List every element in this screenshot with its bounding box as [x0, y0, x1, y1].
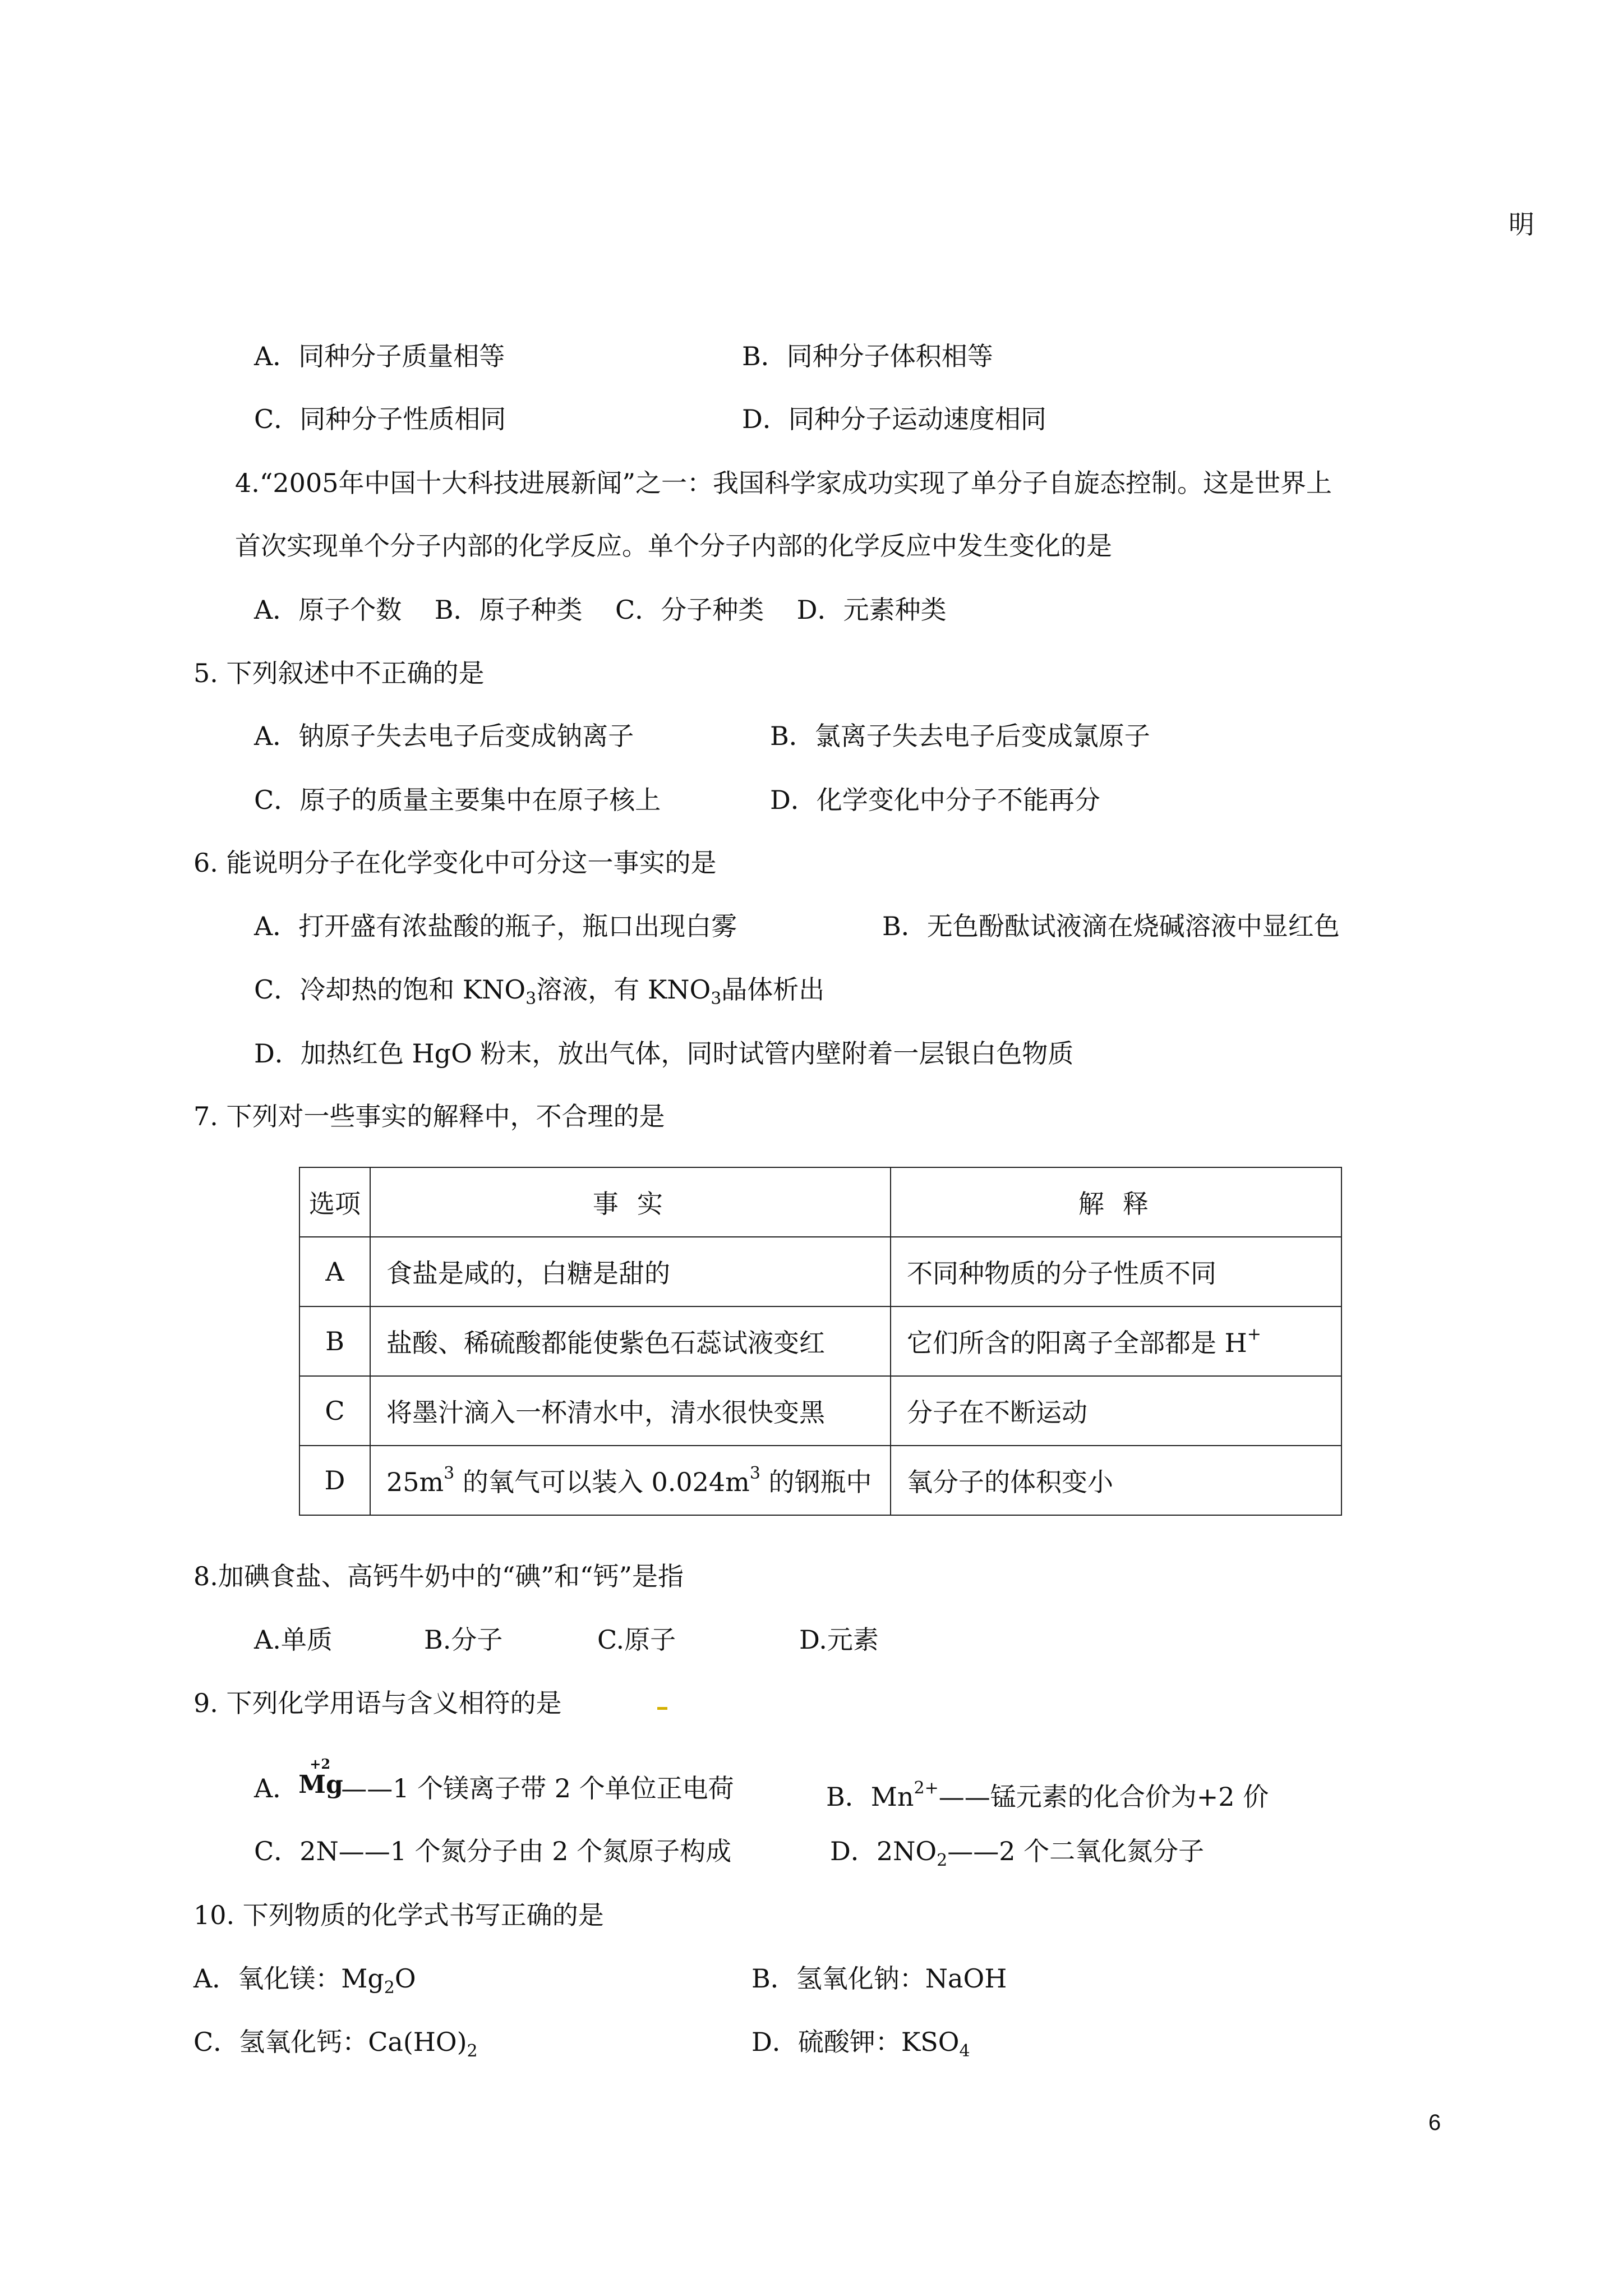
row-option: D	[299, 1446, 370, 1515]
q10-option-a-text: A．氧化镁：Mg	[193, 1963, 384, 1994]
q6-option-c-part2: 溶液，有 KNO	[536, 974, 711, 1005]
valence-superscript: +2	[310, 1756, 331, 1772]
table-header-option: 选项	[299, 1167, 370, 1237]
subscript: 3	[525, 989, 537, 1009]
row-fact: 将墨汁滴入一杯清水中，清水很快变黑	[370, 1376, 891, 1446]
q6-option-d: D．加热红色 HgO 粉末，放出气体，同时试管内壁附着一层银白色物质	[254, 1038, 1074, 1069]
superscript: +	[1247, 1324, 1261, 1344]
q3-option-d: D．同种分子运动速度相同	[742, 404, 1046, 434]
q6-option-c-part1: C．冷却热的饱和 KNO	[254, 974, 526, 1005]
table-row	[299, 1306, 1341, 1376]
q6-option-c	[254, 973, 824, 1016]
q5-option-c: C．原子的质量主要集中在原子核上	[254, 785, 661, 815]
q6-stem: 6. 能说明分子在化学变化中可分这一事实的是	[193, 848, 717, 878]
table-row	[299, 1376, 1341, 1446]
q6-option-c-part3: 晶体析出	[721, 974, 825, 1005]
row-explanation: 不同种物质的分子性质不同	[891, 1237, 1341, 1306]
q9-option-d	[830, 1834, 1204, 1878]
superscript: 2+	[914, 1778, 939, 1798]
row-fact: 食盐是咸的，白糖是甜的	[370, 1237, 891, 1306]
page-fragment-text: 明	[1509, 209, 1534, 240]
row-explanation	[891, 1306, 1341, 1376]
subscript: 4	[959, 2041, 970, 2061]
q10-option-b: B．氢氧化钠：NaOH	[751, 1963, 1007, 1994]
q9-option-a-label: A．	[254, 1773, 299, 1803]
superscript: 3	[749, 1464, 760, 1483]
row-explanation-text: 它们所含的阳离子全部都是 H	[907, 1328, 1247, 1358]
q4-stem-line1: 4.“2005年中国十大科技进展新闻”之一：我国科学家成功实现了单分子自旋态控制。这是世界上	[235, 468, 1332, 498]
table-header-explanation: 解 释	[891, 1167, 1341, 1237]
subscript: 3	[711, 989, 722, 1009]
row-option: C	[299, 1376, 370, 1446]
q4-stem-line2: 首次实现单个分子内部的化学反应。单个分子内部的化学反应中发生变化的是	[235, 531, 1112, 561]
q4-options: A．原子个数 B．原子种类 C．分子种类 D．元素种类	[254, 595, 947, 625]
table-row	[299, 1446, 1341, 1515]
q9-stem: 9. 下列化学用语与含义相符的是	[193, 1688, 562, 1718]
valence-symbol	[298, 1756, 343, 1805]
q5-option-d: D．化学变化中分子不能再分	[770, 785, 1100, 815]
superscript: 3	[444, 1464, 455, 1483]
q9-option-b-text: ——锰元素的化合价为+2 价	[938, 1782, 1269, 1812]
q8-option-b: B.分子	[424, 1625, 503, 1655]
row-explanation: 氧分子的体积变小	[891, 1446, 1341, 1515]
q8-option-d: D.元素	[799, 1625, 879, 1655]
valence-element: Mg	[298, 1770, 343, 1799]
row-fact-part1: 25m	[386, 1467, 444, 1497]
highlight-mark	[657, 1707, 667, 1710]
row-fact-part2: 的氧气可以装入 0.024m	[454, 1467, 750, 1497]
q10-option-d-text: D．硫酸钾：KSO	[751, 2027, 960, 2057]
q10-option-d	[751, 2025, 970, 2068]
q8-option-a: A.单质	[254, 1625, 333, 1655]
q10-option-c-text: C．氢氧化钙：Ca(HO)	[193, 2027, 467, 2057]
q5-stem: 5. 下列叙述中不正确的是	[193, 658, 485, 688]
q3-option-b: B．同种分子体积相等	[742, 341, 993, 371]
subscript: 2	[384, 1978, 395, 1998]
row-explanation: 分子在不断运动	[891, 1376, 1341, 1446]
subscript: 2	[937, 1851, 948, 1870]
q3-option-c: C．同种分子性质相同	[254, 404, 506, 434]
row-fact-part3: 的钢瓶中	[760, 1467, 872, 1497]
q5-option-a: A．钠原子失去电子后变成钠离子	[254, 721, 634, 751]
table-header-row	[299, 1167, 1341, 1237]
row-option: A	[299, 1237, 370, 1306]
subscript: 2	[467, 2041, 478, 2061]
row-fact: 盐酸、稀硫酸都能使紫色石蕊试液变红	[370, 1306, 891, 1376]
q6-option-b: B．无色酚酞试液滴在烧碱溶液中显红色	[882, 911, 1340, 941]
row-fact	[370, 1446, 891, 1515]
q9-option-b	[826, 1772, 1269, 1814]
q9-option-d-label: D．2NO	[830, 1836, 937, 1866]
page-number: 6	[1428, 2110, 1441, 2135]
q7-table	[299, 1167, 1342, 1516]
table-header-fact: 事 实	[370, 1167, 891, 1237]
q10-option-a-end: O	[394, 1963, 416, 1994]
q6-option-a: A．打开盛有浓盐酸的瓶子，瓶口出现白雾	[254, 911, 737, 941]
q5-option-b: B．氯离子失去电子后变成氯原子	[770, 721, 1150, 751]
q10-option-c	[193, 2025, 478, 2068]
q9-option-c: C．2N——1 个氮分子由 2 个氮原子构成	[254, 1836, 732, 1866]
q9-option-d-text: ——2 个二氧化氮分子	[947, 1836, 1205, 1866]
q8-stem: 8.加碘食盐、高钙牛奶中的“碘”和“钙”是指	[193, 1561, 684, 1591]
q10-stem: 10. 下列物质的化学式书写正确的是	[193, 1900, 604, 1930]
q8-option-c: C.原子	[597, 1625, 676, 1655]
row-option: B	[299, 1306, 370, 1376]
table-row	[299, 1237, 1341, 1306]
q9-option-a	[254, 1756, 734, 1805]
q9-option-b-label: B．Mn	[826, 1782, 914, 1812]
q10-option-a	[193, 1962, 416, 2005]
q7-stem: 7. 下列对一些事实的解释中，不合理的是	[193, 1101, 665, 1131]
q3-option-a: A．同种分子质量相等	[254, 341, 505, 371]
q9-option-a-text: ——1 个镁离子带 2 个单位正电荷	[341, 1773, 734, 1803]
